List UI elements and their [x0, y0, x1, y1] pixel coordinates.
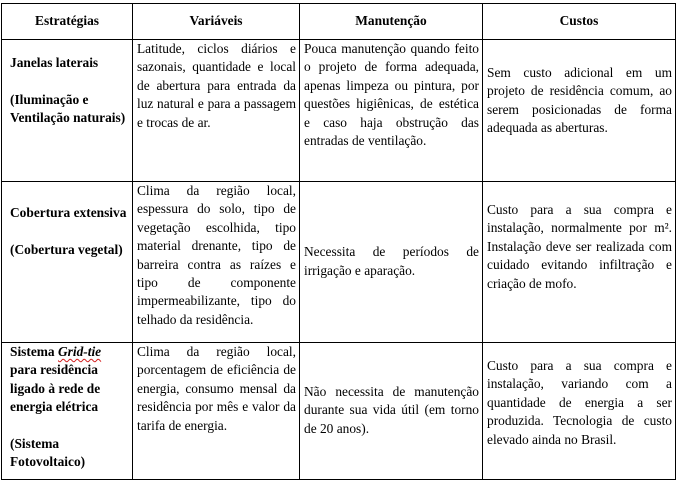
strategy-cell: [2, 40, 133, 182]
header-costs: Custos: [483, 4, 676, 40]
strategy-name-pre: Sistema: [10, 344, 58, 359]
maintenance-cell: Necessita de períodos de irrigação e aparação.: [300, 182, 483, 343]
strategy-cell: [2, 343, 133, 480]
maintenance-cell: Não necessita de manutenção durante sua vida útil (em torno de 20 anos).: [300, 343, 483, 480]
strategy-subtitle: (Cobertura vegetal): [10, 241, 123, 257]
table-header-row: [2, 4, 676, 40]
strategy-subtitle: (Iluminação e Ventilação naturais): [10, 91, 126, 126]
table-row: [2, 182, 676, 343]
table-row: [2, 343, 676, 480]
strategy-cell: [2, 182, 133, 343]
maintenance-cell: Pouca manutenção quando feito o projeto de forma adequada, apenas limpeza ou pintura, por questões higiênicas, de estética e caso haja obstrução das entradas de ventilação.: [300, 40, 483, 182]
costs-cell: Custo para a sua compra e instalação, variando com a quantidade de energia a ser produzida. Tecnologia de custo elevado ainda no Brasil.: [483, 343, 676, 480]
costs-cell: Custo para a sua compra e instalação, normalmente por m². Instalação deve ser realizada com cuidado evitando infiltração e criação de mofo.: [483, 182, 676, 343]
strategy-name: Janelas laterais: [10, 55, 99, 70]
header-variables: Variáveis: [133, 4, 300, 40]
costs-cell: Sem custo adicional em um projeto de residência comum, ao serem posicionadas de forma adequada as aberturas.: [483, 40, 676, 182]
strategy-name-italic: Grid-tie: [57, 344, 102, 359]
header-maintenance: Manutenção: [300, 4, 483, 40]
variables-cell: Clima da região local, espessura do solo, tipo de vegetação escolhida, tipo material drenante, tipo de barreira contra as raízes e tipo de componente impermeabilizante, tipo do telhado da residência.: [133, 182, 300, 343]
strategy-name: Cobertura extensiva: [10, 205, 127, 220]
variables-cell: Clima da região local, porcentagem de eficiência de energia, consumo mensal da residência por mês e valor da tarifa de energia.: [133, 343, 300, 480]
variables-cell: Latitude, ciclos diários e sazonais, quantidade e local de abertura para entrada da luz natural e para a passagem e trocas de ar.: [133, 40, 300, 182]
strategy-subtitle: (Sistema Fotovoltaico): [10, 436, 86, 470]
table-row: [2, 40, 676, 182]
strategy-name-post: para residência ligado à rede de energia elétrica: [10, 362, 101, 415]
strategies-table: [1, 3, 676, 480]
strategy-name: [10, 343, 130, 417]
header-strategies: Estratégias: [2, 4, 133, 40]
